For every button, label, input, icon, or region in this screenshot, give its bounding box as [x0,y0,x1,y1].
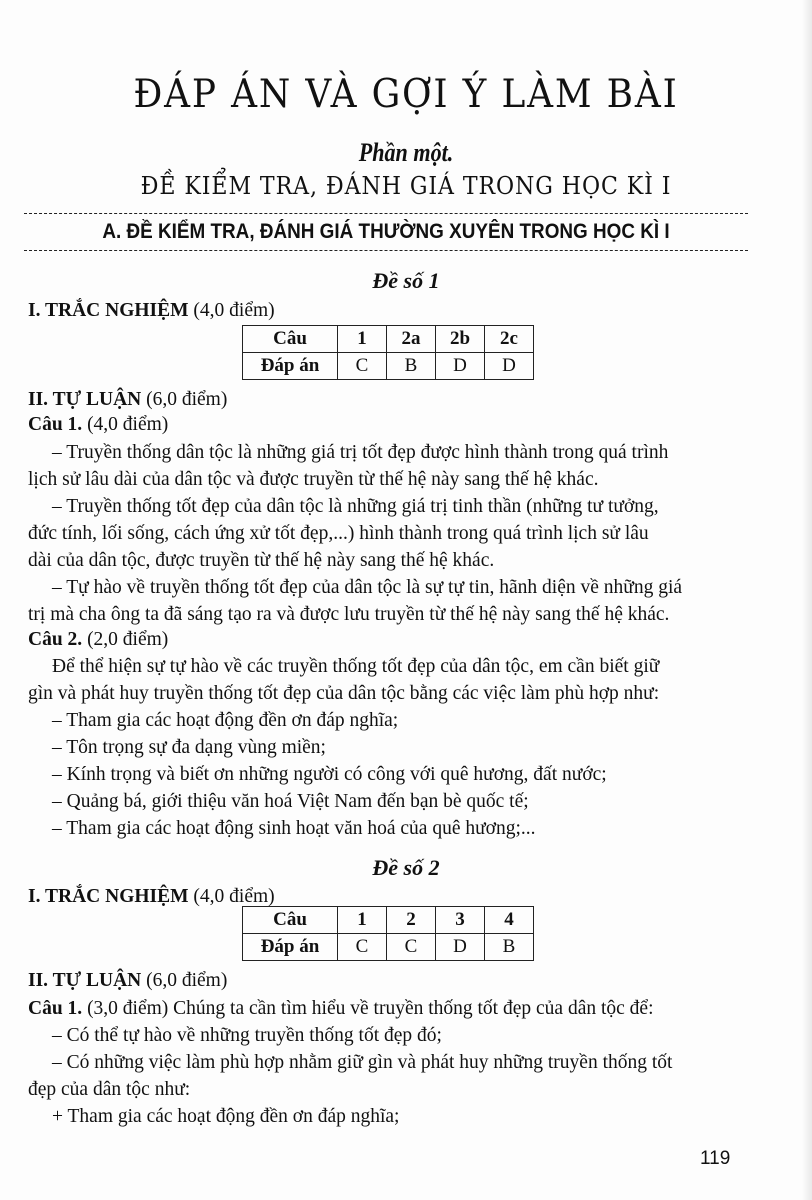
page-number: 119 [700,1148,731,1169]
exam-2-answer-table [242,906,534,961]
list-item: – Tham gia các hoạt động sinh hoạt văn hoá của quê hương;... [52,818,536,839]
part-label: Phần một. [358,138,454,167]
question-cell: 1 [338,326,387,353]
row-header: Đáp án [243,934,338,961]
paragraph-line: – Có thể tự hào về những truyền thống tốt đẹp đó; [52,1025,442,1046]
mc-heading-label: I. TRẮC NGHIỆM [28,886,189,907]
answer-cell: B [387,353,436,380]
page-edge-shadow [802,0,812,1200]
dashed-divider-bottom [24,250,748,251]
paragraph-line: trị mà cha ông ta đã sáng tạo ra và được lưu truyền từ thế hệ này sang thế hệ khác. [28,604,670,625]
table-row-answers [243,934,534,961]
question-cell: 2b [436,326,485,353]
question-cell: 2a [387,326,436,353]
essay-heading-label: II. TỰ LUẬN [28,389,142,410]
answer-cell: D [485,353,534,380]
exam-1-essay-heading [28,387,227,414]
essay-heading-points: (6,0 điểm) [146,970,228,991]
question-label: Câu 1. [28,998,83,1019]
exam-2-title: Đề số 2 [372,855,440,880]
answer-cell: C [338,353,387,380]
row-header: Đáp án [243,353,338,380]
answer-cell: D [436,934,485,961]
question-cell: 3 [436,907,485,934]
table-row-answers [243,353,534,380]
question-points: (4,0 điểm) [87,414,169,435]
dashed-divider-top [24,213,748,214]
exam-1-question-1-heading [28,412,168,439]
essay-heading-label: II. TỰ LUẬN [28,970,142,991]
list-item: – Quảng bá, giới thiệu văn hoá Việt Nam đến bạn bè quốc tế; [52,791,529,812]
list-item: – Tôn trọng sự đa dạng vùng miền; [52,737,326,758]
paragraph-line: đẹp của dân tộc như: [28,1079,191,1100]
mc-heading-points: (4,0 điểm) [193,300,275,321]
answer-cell: C [338,934,387,961]
exam-1-title: Đề số 1 [372,268,440,293]
exam-2-question-1-heading [28,996,654,1023]
answer-cell: B [485,934,534,961]
question-label: Câu 1. [28,414,83,435]
answer-cell: C [387,934,436,961]
paragraph-line: gìn và phát huy truyền thống tốt đẹp của dân tộc bằng các việc làm phù hợp như: [28,683,660,704]
table-row-questions [243,326,534,353]
exam-2-essay-heading [28,968,227,995]
main-title: ĐÁP ÁN VÀ GỢI Ý LÀM BÀI [133,72,679,117]
exam-1-question-2-heading [28,627,168,654]
mc-heading-label: I. TRẮC NGHIỆM [28,300,189,321]
mc-heading-points: (4,0 điểm) [193,886,275,907]
answer-cell: D [436,353,485,380]
row-header: Câu [243,907,338,934]
table-row-questions [243,907,534,934]
exam-1-answer-table [242,325,534,380]
paragraph-line: lịch sử lâu dài của dân tộc và được truyền từ thế hệ này sang thế hệ khác. [28,469,599,490]
question-points: (2,0 điểm) [87,629,169,650]
part-title: ĐỀ KIỂM TRA, ĐÁNH GIÁ TRONG HỌC KÌ I [140,172,672,200]
paragraph-line: dài của dân tộc, được truyền từ thế hệ này sang thế hệ khác. [28,550,495,571]
question-cell: 2 [387,907,436,934]
paragraph-line: – Truyền thống dân tộc là những giá trị tốt đẹp được hình thành trong quá trình [52,442,669,463]
essay-heading-points: (6,0 điểm) [146,389,228,410]
paragraph-line: – Tự hào về truyền thống tốt đẹp của dân tộc là sự tự tin, hãnh diện về những giá [52,577,683,598]
row-header: Câu [243,326,338,353]
exam-1-mc-heading [28,298,275,325]
section-title: A. ĐỀ KIỂM TRA, ĐÁNH GIÁ THƯỜNG XUYÊN TRONG HỌC KÌ I [102,220,670,243]
question-label: Câu 2. [28,629,83,650]
list-item: + Tham gia các hoạt động đền ơn đáp nghĩa; [52,1106,400,1127]
exam-2-mc-heading [28,884,275,911]
question-points: (3,0 điểm) Chúng ta cần tìm hiểu về truyền thống tốt đẹp của dân tộc để: [87,998,654,1019]
question-cell: 2c [485,326,534,353]
list-item: – Tham gia các hoạt động đền ơn đáp nghĩa; [52,710,399,731]
paragraph-line: – Có những việc làm phù hợp nhằm giữ gìn và phát huy những truyền thống tốt [52,1052,673,1073]
paragraph-line: – Truyền thống tốt đẹp của dân tộc là những giá trị tinh thần (những tư tưởng, [52,496,659,517]
question-cell: 4 [485,907,534,934]
question-cell: 1 [338,907,387,934]
paragraph-line: đức tính, lối sống, cách ứng xử tốt đẹp,...) hình thành trong quá trình lịch sử lâu [28,523,649,544]
list-item: – Kính trọng và biết ơn những người có công với quê hương, đất nước; [52,764,607,785]
paragraph-line: Để thể hiện sự tự hào về các truyền thống tốt đẹp của dân tộc, em cần biết giữ [52,656,660,677]
